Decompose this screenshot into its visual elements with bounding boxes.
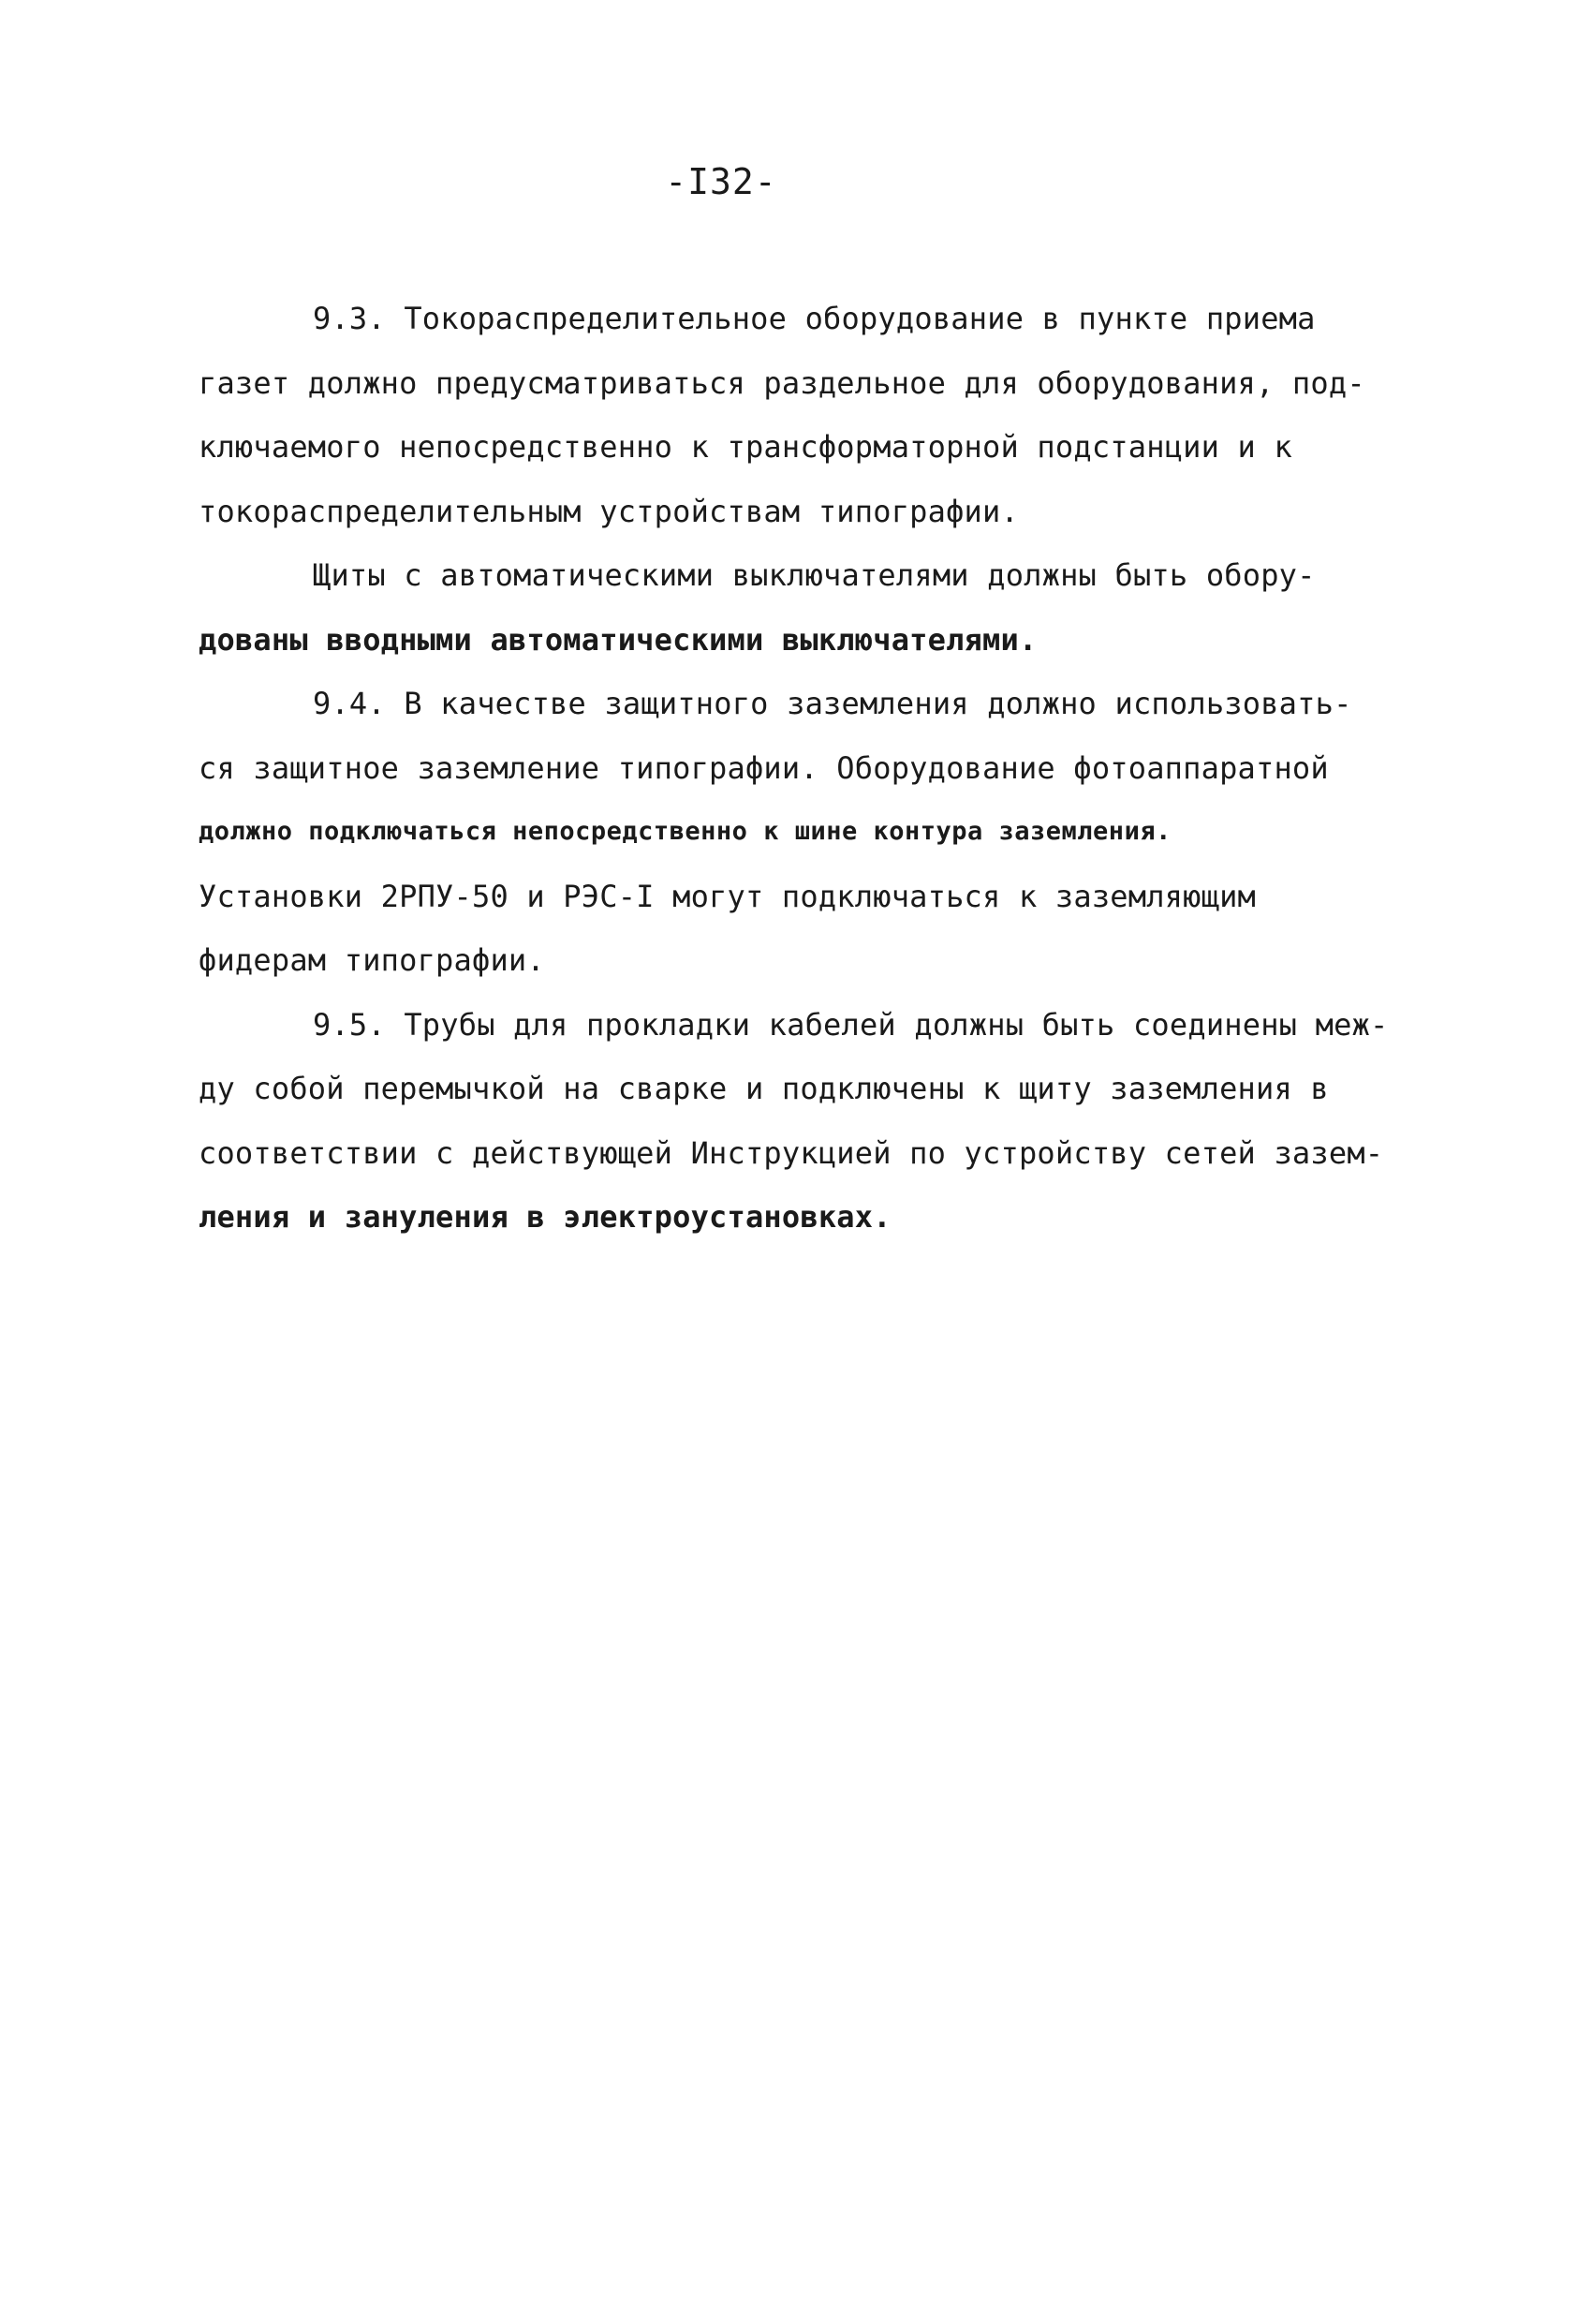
text-line: дованы вводными автоматическими выключателями.: [199, 621, 1038, 658]
text-line: должно подключаться непосредственно к шине контура заземления.: [199, 817, 1172, 846]
text-line: ду собой перемычкой на сварке и подключены к щиту заземления в: [199, 1071, 1329, 1106]
text-line: ления и зануления в электроустановках.: [199, 1199, 892, 1235]
text-line-9-4-heading: 9.4. В качестве защитного заземления должно использовать-: [313, 686, 1352, 721]
text-line: соответствии с действующей Инструкцией по устройству сетей зазем-: [199, 1134, 1384, 1171]
document-body: [199, 287, 1407, 1250]
text-line-9-5-heading: 9.5. Трубы для прокладки кабелей должны быть соединены меж-: [313, 1006, 1389, 1043]
text-line: фидерам типографии.: [199, 942, 545, 978]
text-line: токораспределительным устройствам типографии.: [199, 493, 1019, 529]
page-number: -I32-: [665, 161, 777, 202]
text-line: газет должно предусматриваться раздельное для оборудования, под-: [199, 364, 1365, 401]
text-line-9-3-heading: 9.3. Токораспределительное оборудование в пункте приема: [313, 301, 1316, 336]
text-line: ключаемого непосредственно к трансформаторной подстанции и к: [199, 429, 1292, 465]
text-line: Установки 2РПУ-50 и РЭС-I могут подключаться к заземляющим: [199, 878, 1257, 914]
text-line: ся защитное заземление типографии. Оборудование фотоаппаратной: [199, 749, 1329, 786]
text-line-paragraph-start: Щиты с автоматическими выключателями должны быть обору-: [313, 557, 1316, 593]
